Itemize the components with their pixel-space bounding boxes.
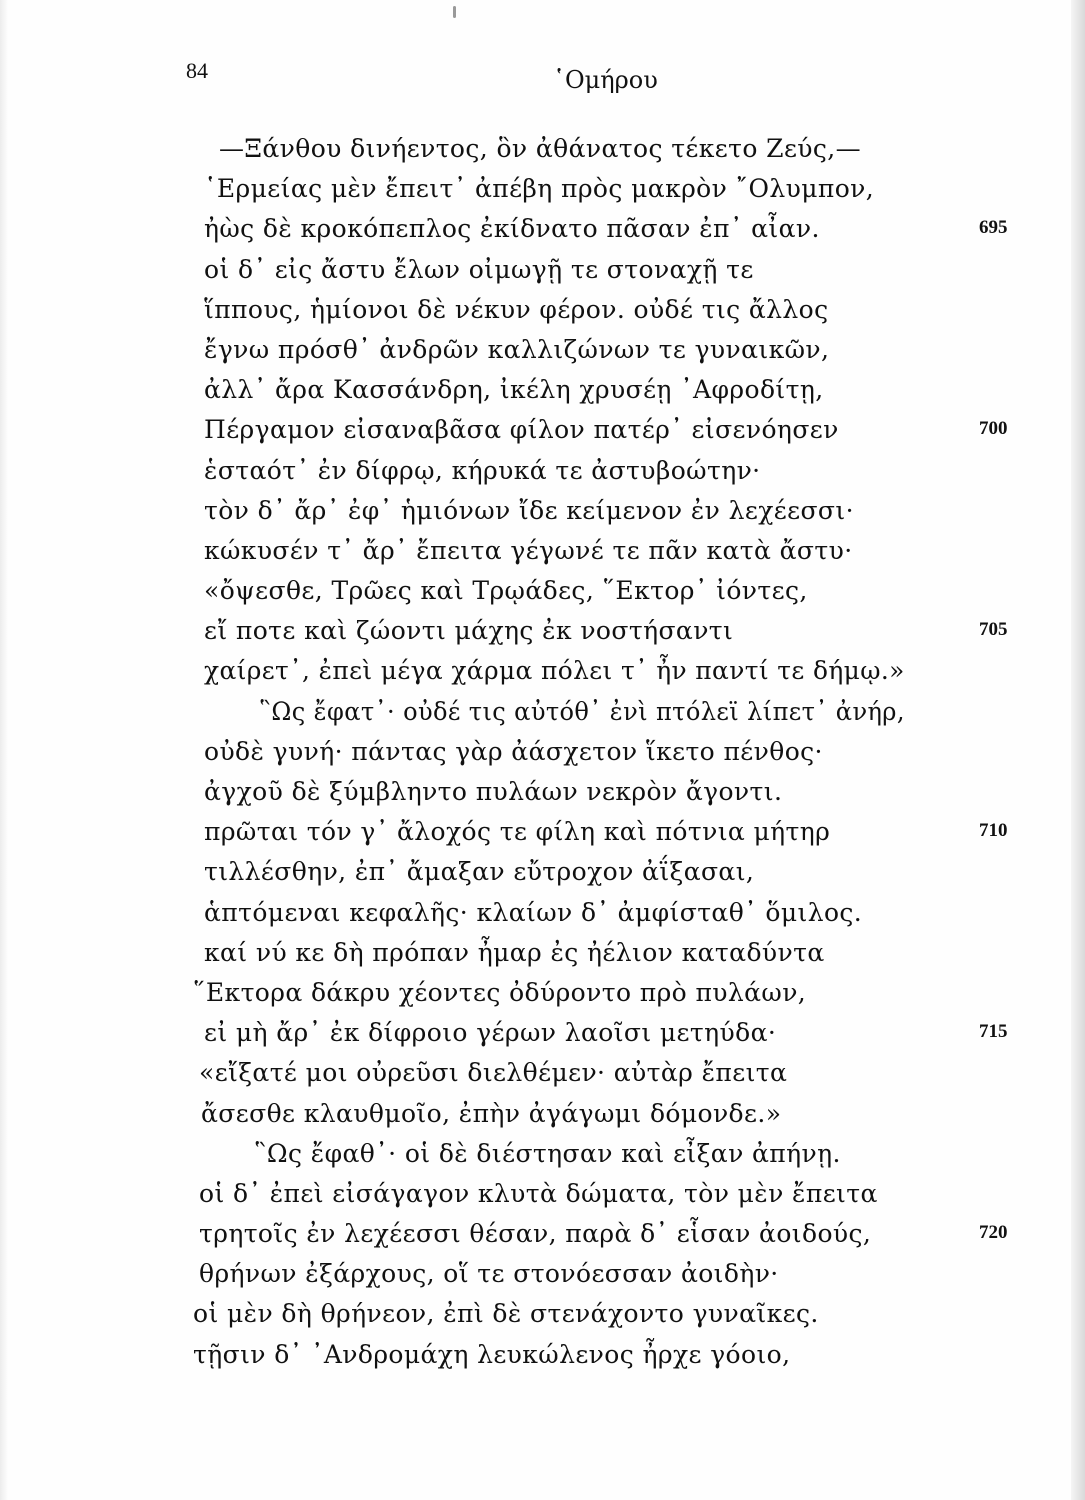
verse-text: ἔγνω πρόσθ᾽ ἀνδρῶν καλλιζώνων τε γυναικῶν, bbox=[204, 334, 830, 364]
verse-line bbox=[0, 1058, 1085, 1098]
verse-line bbox=[0, 1219, 1085, 1259]
verse-text: ἠὼς δὲ κροκόπεπλος ἐκίδνατο πᾶσαν ἐπ᾽ αἶαν. bbox=[204, 214, 820, 244]
line-number: 695 bbox=[979, 217, 1008, 239]
line-number: 720 bbox=[979, 1222, 1008, 1244]
verse-text: εἰ μὴ ἄρ᾽ ἐκ δίφροιο γέρων λαοῖσι μετηύδα· bbox=[204, 1018, 777, 1048]
verse-text: «εἴξατέ μοι οὐρεῦσι διελθέμεν· αὐτὰρ ἔπειτα bbox=[199, 1058, 788, 1088]
line-number: 715 bbox=[979, 1021, 1008, 1043]
verse-line bbox=[0, 616, 1085, 656]
verse-text: τρητοῖς ἐν λεχέεσσι θέσαν, παρὰ δ᾽ εἷσαν ἀοιδούς, bbox=[199, 1219, 872, 1249]
verse-line bbox=[0, 375, 1085, 415]
verse-text: «ὄψεσθε, Τρῶες καὶ Τρῳάδες, ῞Εκτορ᾽ ἰόντες, bbox=[204, 576, 808, 606]
verse-line bbox=[0, 697, 1085, 737]
line-number: 705 bbox=[979, 619, 1008, 641]
verse-line bbox=[0, 1179, 1085, 1219]
verse-line bbox=[0, 737, 1085, 777]
verse-text: ἄσεσθε κλαυθμοῖο, ἐπὴν ἀγάγωμι δόμονδε.» bbox=[201, 1098, 782, 1128]
verse-line bbox=[0, 214, 1085, 254]
verse-text: οἱ δ᾽ εἰς ἄστυ ἔλων οἰμωγῇ τε στοναχῇ τε bbox=[204, 254, 754, 284]
verse-line bbox=[0, 1299, 1085, 1339]
running-head: ῾Ομήρου bbox=[553, 66, 658, 94]
verse-text: καί νύ κε δὴ πρόπαν ἦμαρ ἐς ἠέλιον καταδύντα bbox=[204, 937, 825, 967]
verse-text: ἀγχοῦ δὲ ξύμβληντο πυλάων νεκρὸν ἄγοντι. bbox=[204, 777, 783, 806]
verse-line bbox=[0, 1139, 1085, 1179]
verse-text: τῇσιν δ᾽ ᾽Ανδρομάχη λευκώλενος ἦρχε γόοιο, bbox=[193, 1339, 791, 1369]
verse-line bbox=[0, 938, 1085, 978]
scan-speck bbox=[453, 6, 456, 18]
verse-text: οἱ μὲν δὴ θρήνεον, ἐπὶ δὲ στενάχοντο γυναῖκες. bbox=[193, 1299, 819, 1329]
verse-line bbox=[0, 536, 1085, 576]
verse-text: θρήνων ἐξάρχους, οἵ τε στονόεσσαν ἀοιδὴν· bbox=[199, 1259, 779, 1289]
verse-text: ἀλλ᾽ ἄρα Κασσάνδρη, ἰκέλη χρυσέῃ ᾽Αφροδίτῃ, bbox=[204, 375, 824, 405]
verse-line bbox=[0, 415, 1085, 455]
verse-text: ῝Ως ἔφατ᾽· οὐδέ τις αὐτόθ᾽ ἐνὶ πτόλεϊ λίπετ᾽ ἀνήρ, bbox=[259, 696, 905, 726]
line-number: 700 bbox=[979, 418, 1008, 440]
verse-line bbox=[0, 1259, 1085, 1299]
verse-text: —Ξάνθου δινήεντος, ὃν ἀθάνατος τέκετο Ζεύς,— bbox=[219, 134, 862, 163]
verse-line bbox=[0, 576, 1085, 616]
verse-block bbox=[0, 134, 1085, 1380]
verse-text: οὐδὲ γυνή· πάντας γὰρ ἀάσχετον ἵκετο πένθος· bbox=[204, 736, 823, 766]
verse-text: ῞Εκτορα δάκρυ χέοντες ὀδύροντο πρὸ πυλάων, bbox=[193, 977, 807, 1007]
verse-text: ῾Ερμείας μὲν ἔπειτ᾽ ἀπέβη πρὸς μακρὸν ῎Ολυμπον, bbox=[204, 174, 875, 204]
verse-line bbox=[0, 496, 1085, 536]
verse-line bbox=[0, 335, 1085, 375]
verse-text: ῝Ως ἔφαθ᾽· οἱ δὲ διέστησαν καὶ εἶξαν ἀπήνῃ. bbox=[254, 1138, 841, 1168]
page-number: 84 bbox=[186, 58, 208, 83]
verse-text: πρῶται τόν γ᾽ ἄλοχός τε φίλη καὶ πότνια μήτηρ bbox=[204, 817, 831, 847]
verse-line bbox=[0, 978, 1085, 1018]
verse-line bbox=[0, 898, 1085, 938]
verse-line bbox=[0, 1099, 1085, 1139]
verse-line bbox=[0, 255, 1085, 295]
verse-line bbox=[0, 857, 1085, 897]
verse-text: Πέργαμον εἰσαναβᾶσα φίλον πατέρ᾽ εἰσενόησεν bbox=[204, 415, 839, 445]
verse-text: οἱ δ᾽ ἐπεὶ εἰσάγαγον κλυτὰ δώματα, τὸν μὲν ἔπειτα bbox=[199, 1178, 878, 1208]
verse-text: εἴ ποτε καὶ ζώοντι μάχης ἐκ νοστήσαντι bbox=[204, 616, 734, 646]
verse-line bbox=[0, 1018, 1085, 1058]
verse-line bbox=[0, 1340, 1085, 1380]
verse-line bbox=[0, 174, 1085, 214]
verse-line bbox=[0, 134, 1085, 174]
verse-text: ἑσταότ᾽ ἐν δίφρῳ, κήρυκά τε ἀστυβοώτην· bbox=[204, 455, 761, 485]
verse-text: ἵππους, ἡμίονοι δὲ νέκυν φέρον. οὐδέ τις ἄλλος bbox=[204, 294, 829, 324]
verse-text: ἁπτόμεναι κεφαλῆς· κλαίων δ᾽ ἀμφίσταθ᾽ ὅμιλος. bbox=[204, 897, 863, 927]
verse-line bbox=[0, 817, 1085, 857]
verse-line bbox=[0, 656, 1085, 696]
verse-line bbox=[0, 456, 1085, 496]
verse-text: τιλλέσθην, ἐπ᾽ ἄμαξαν εὔτροχον ἀΐξασαι, bbox=[204, 857, 755, 887]
verse-text: χαίρετ᾽, ἐπεὶ μέγα χάρμα πόλει τ᾽ ἦν παντί τε δήμῳ.» bbox=[204, 656, 905, 686]
verse-line bbox=[0, 777, 1085, 817]
verse-line bbox=[0, 295, 1085, 335]
verse-text: τὸν δ᾽ ἄρ᾽ ἐφ᾽ ἡμιόνων ἴδε κείμενον ἐν λεχέεσσι· bbox=[204, 495, 854, 525]
verse-text: κώκυσέν τ᾽ ἄρ᾽ ἔπειτα γέγωνέ τε πᾶν κατὰ ἄστυ· bbox=[204, 535, 853, 565]
line-number: 710 bbox=[979, 820, 1008, 842]
